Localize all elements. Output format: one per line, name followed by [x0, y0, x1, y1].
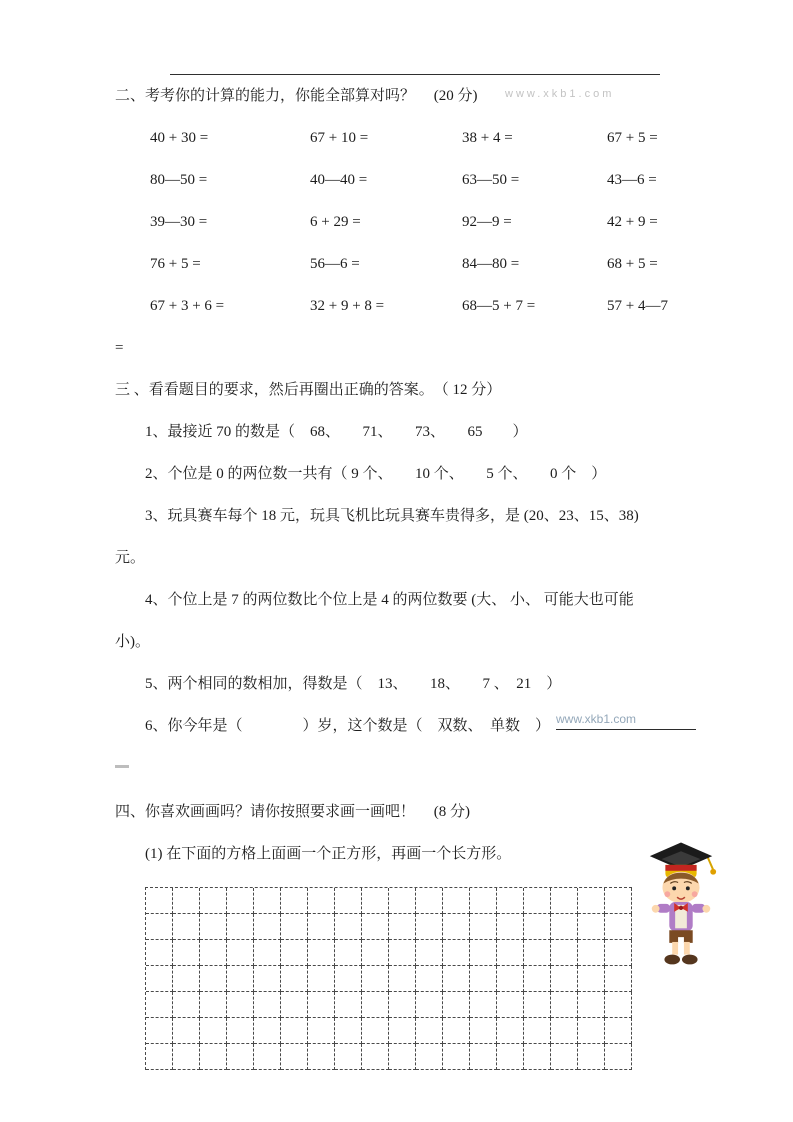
grid-cell — [605, 1044, 632, 1070]
grid-cell — [551, 888, 578, 914]
grid-cell — [443, 1018, 470, 1044]
grid-cell — [227, 992, 254, 1018]
grid-cell — [308, 966, 335, 992]
grid-cell — [416, 914, 443, 940]
section4-title: 四、你喜欢画画吗？请你按照要求画一画吧！ (8 分) — [115, 804, 470, 820]
grid-cell — [200, 888, 227, 914]
grid-cell — [362, 940, 389, 966]
grid-cell — [362, 1044, 389, 1070]
grid-cell — [578, 914, 605, 940]
grid-cell — [470, 940, 497, 966]
grid-cell — [362, 966, 389, 992]
grid-cell — [227, 914, 254, 940]
grid-cell — [497, 914, 524, 940]
grid-cell — [173, 1018, 200, 1044]
grid-cell — [578, 940, 605, 966]
calc-problem: 84—80 = — [462, 255, 520, 272]
grid-cell — [146, 992, 173, 1018]
grid-cell — [146, 914, 173, 940]
grid-cell — [416, 888, 443, 914]
section3-questions — [115, 411, 703, 747]
grid-cell — [146, 940, 173, 966]
question-line: 5、两个相同的数相加，得数是（ 13、 18、 7 、 21 ） — [145, 676, 562, 692]
calc-problem: 67 + 5 = — [607, 129, 658, 146]
grid-cell — [605, 888, 632, 914]
calc-problem: 63—50 = — [462, 171, 520, 188]
grid-cell — [308, 992, 335, 1018]
grid-cell — [470, 1018, 497, 1044]
grid-cell — [389, 992, 416, 1018]
grid-cell — [146, 1018, 173, 1044]
grid-cell — [227, 940, 254, 966]
grid-cell — [524, 1018, 551, 1044]
grid-cell — [173, 888, 200, 914]
calc-problem: 32 + 9 + 8 = — [310, 297, 385, 314]
question-line: 2、个位是 0 的两位数一共有（ 9 个、 10 个、 5 个、 0 个 ） — [145, 466, 607, 482]
grid-cell — [605, 914, 632, 940]
grid-cell — [281, 1018, 308, 1044]
grid-cell — [362, 914, 389, 940]
grid-cell — [308, 888, 335, 914]
grid-cell — [497, 1044, 524, 1070]
grid-cell — [146, 888, 173, 914]
calc-problem: 68 + 5 = — [607, 255, 658, 272]
grid-cell — [497, 1018, 524, 1044]
grid-cell — [362, 992, 389, 1018]
calc-problem: 80—50 = — [150, 171, 208, 188]
grid-cell — [443, 966, 470, 992]
grid-cell — [443, 888, 470, 914]
grid-cell — [173, 1044, 200, 1070]
grid-cell — [470, 992, 497, 1018]
grid-cell — [524, 966, 551, 992]
grid-cell — [551, 914, 578, 940]
grid-cell — [524, 940, 551, 966]
grid-cell — [497, 992, 524, 1018]
calc-problem: 43—6 = — [607, 171, 657, 188]
calc-problem: 40 + 30 = — [150, 129, 209, 146]
calc-problem: 42 + 9 = — [607, 213, 658, 230]
grid-cell — [335, 1018, 362, 1044]
grid-cell — [605, 1018, 632, 1044]
grid-cell — [470, 914, 497, 940]
spacer — [115, 747, 703, 791]
grid-cell — [200, 966, 227, 992]
grid-cell — [389, 1018, 416, 1044]
grid-cell — [497, 966, 524, 992]
grid-cell — [200, 914, 227, 940]
grid-cell — [281, 992, 308, 1018]
grid-cell — [524, 992, 551, 1018]
calc-problem: 40—40 = — [310, 171, 368, 188]
grid-cell — [389, 888, 416, 914]
grid-cell — [335, 966, 362, 992]
question-line: 小)。 — [115, 634, 150, 650]
grid-cell — [389, 914, 416, 940]
grid-cell — [416, 992, 443, 1018]
grid-cell — [416, 966, 443, 992]
grid-cell — [227, 1018, 254, 1044]
grid-cell — [335, 1044, 362, 1070]
grid-cell — [605, 966, 632, 992]
grid-cell — [254, 1044, 281, 1070]
grid-cell — [497, 940, 524, 966]
grid-cell — [227, 888, 254, 914]
section3-title: 三 、看看题目的要求，然后再圈出正确的答案。 （ 12 分） — [115, 382, 502, 398]
grid-cell — [389, 940, 416, 966]
section2-title: 二、考考你的计算的能力，你能全部算对吗？ (20 分) — [115, 88, 478, 104]
grid-cell — [524, 1044, 551, 1070]
grid-cell — [578, 966, 605, 992]
grid-cell — [470, 888, 497, 914]
grid-cell — [470, 966, 497, 992]
calc-problem: 68—5 + 7 = — [462, 297, 536, 314]
question-line: 4、个位上是 7 的两位数比个位上是 4 的两位数要 (大、 小、 可能大也可能 — [145, 592, 634, 608]
grid-cell — [443, 1044, 470, 1070]
calc-problem: 56—6 = — [310, 255, 360, 272]
grid-cell — [227, 1044, 254, 1070]
question-line: 3、玩具赛车每个 18 元，玩具飞机比玩具赛车贵得多，是 (20、23、15、38) — [145, 508, 639, 524]
grid-cell — [335, 940, 362, 966]
grid-cell — [551, 966, 578, 992]
grid-cell — [254, 966, 281, 992]
calc-problems-grid — [150, 117, 703, 327]
grid-cell — [146, 1044, 173, 1070]
grid-cell — [146, 966, 173, 992]
grid-cell — [443, 992, 470, 1018]
grid-cell — [254, 940, 281, 966]
grid-cell — [443, 940, 470, 966]
grid-cell — [254, 914, 281, 940]
grid-cell — [605, 992, 632, 1018]
question-line: 6、你今年是（ ）岁，这个数是（ 双数、 单数 ） — [145, 718, 551, 734]
grid-cell — [281, 940, 308, 966]
grid-cell — [254, 992, 281, 1018]
grid-cell — [389, 1044, 416, 1070]
grid-cell — [281, 914, 308, 940]
grid-cell — [200, 992, 227, 1018]
section4-item1: (1) 在下面的方格上面画一个正方形，再画一个长方形。 — [145, 846, 512, 862]
grid-cell — [362, 1018, 389, 1044]
grid-cell — [578, 1018, 605, 1044]
grid-cell — [281, 1044, 308, 1070]
grid-cell — [254, 1018, 281, 1044]
grid-cell — [416, 940, 443, 966]
grid-cell — [416, 1044, 443, 1070]
calc-problem: 57 + 4—7 — [607, 297, 668, 314]
grid-cell — [389, 966, 416, 992]
graduate-kid-icon — [642, 832, 720, 970]
grid-cell — [524, 914, 551, 940]
grid-cell — [443, 914, 470, 940]
calc-overflow-equals: = — [115, 340, 124, 356]
drawing-grid — [145, 887, 632, 1070]
grid-cell — [173, 966, 200, 992]
calc-problem: 67 + 3 + 6 = — [150, 297, 225, 314]
grid-cell — [281, 888, 308, 914]
calc-problem: 38 + 4 = — [462, 129, 513, 146]
grid-cell — [551, 992, 578, 1018]
grid-cell — [308, 1018, 335, 1044]
mascot-image — [642, 832, 720, 970]
grid-cell — [227, 966, 254, 992]
grid-cell — [362, 888, 389, 914]
grid-cell — [551, 940, 578, 966]
grid-cell — [200, 940, 227, 966]
calc-problem: 67 + 10 = — [310, 129, 369, 146]
grid-cell — [308, 914, 335, 940]
grid-cell — [497, 888, 524, 914]
grid-cell — [200, 1044, 227, 1070]
grid-cell — [578, 1044, 605, 1070]
grid-cell — [281, 966, 308, 992]
grid-cell — [335, 888, 362, 914]
question-line: 元。 — [115, 550, 146, 566]
grid-cell — [605, 940, 632, 966]
grid-cell — [173, 914, 200, 940]
calc-problem: 39—30 = — [150, 213, 208, 230]
calc-problem: 92—9 = — [462, 213, 512, 230]
grid-cell — [173, 992, 200, 1018]
grid-cell — [524, 888, 551, 914]
grid-cell — [416, 1018, 443, 1044]
calc-problem: 76 + 5 = — [150, 255, 201, 272]
grid-cell — [173, 940, 200, 966]
grid-cell — [578, 992, 605, 1018]
grid-cell — [335, 992, 362, 1018]
grid-cell — [551, 1018, 578, 1044]
grid-cell — [308, 1044, 335, 1070]
grid-cell — [200, 1018, 227, 1044]
grid-cell — [308, 940, 335, 966]
grid-cell — [335, 914, 362, 940]
grid-cell — [470, 1044, 497, 1070]
grid-cell — [254, 888, 281, 914]
grid-cell — [551, 1044, 578, 1070]
grid-cell — [578, 888, 605, 914]
watermark-top: www.xkb1.com — [505, 88, 615, 100]
question-line: 1、最接近 70 的数是（ 68、 71、 73、 65 ） — [145, 424, 528, 440]
watermark-mid: www.xkb1.com — [556, 712, 696, 730]
calc-problem: 6 + 29 = — [310, 213, 361, 230]
smudge-mark — [115, 765, 129, 768]
